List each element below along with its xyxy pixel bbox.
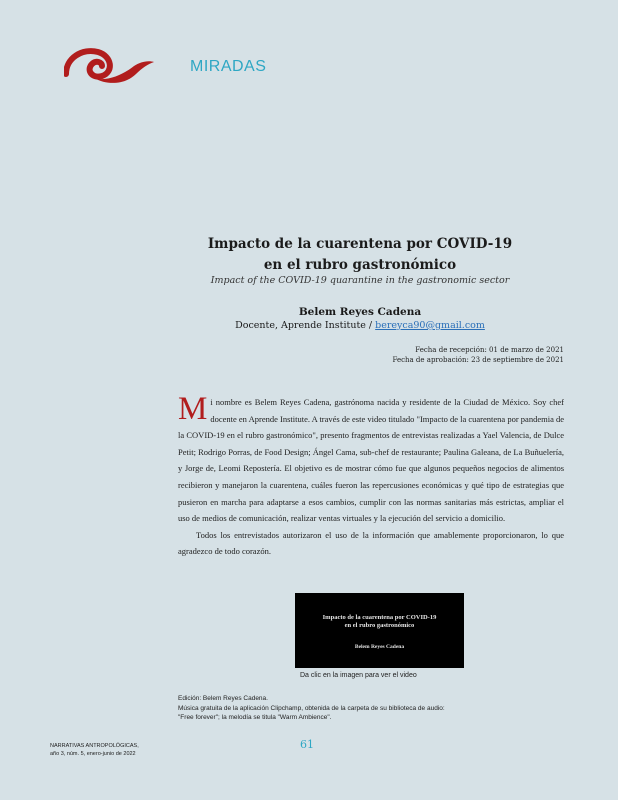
video-title bbox=[295, 614, 464, 630]
video-thumbnail[interactable] bbox=[295, 593, 464, 668]
received-date: Fecha de recepción: 01 de marzo de 2021 bbox=[415, 346, 564, 354]
video-title-line-2: en el rubro gastronómico bbox=[344, 622, 415, 629]
credits-line-1: Edición: Belem Reyes Cadena. bbox=[178, 695, 268, 702]
article-title bbox=[150, 234, 570, 276]
title-line-1: Impacto de la cuarentena por COVID-19 bbox=[207, 236, 513, 252]
title-line-2: en el rubro gastronómico bbox=[263, 257, 457, 273]
email-link[interactable]: bereyca90@gmail.com bbox=[375, 320, 485, 331]
journal-name: NARRATIVAS ANTROPOLÓGICAS, bbox=[50, 743, 139, 749]
affiliation-text: Docente, Aprende Institute / bbox=[235, 320, 373, 331]
body-paragraph-1 bbox=[178, 391, 564, 527]
body-paragraph-2: Todos los entrevistados autorizaron el uso de la información que amablemente proporcionaron, lo que agradezco de todo corazón. bbox=[178, 529, 564, 557]
dates-block bbox=[392, 345, 564, 365]
article-subtitle: Impact of the COVID-19 quarantine in the gastronomic sector bbox=[210, 275, 510, 286]
section-title: MIRADAS bbox=[190, 58, 267, 75]
credits-line-3: "Free forever"; la melodía se titula "Warm Ambience". bbox=[178, 714, 332, 721]
journal-issue: año 3, núm. 5, enero-junio de 2022 bbox=[50, 751, 136, 757]
spiral-swirl-logo-icon bbox=[64, 44, 156, 86]
credits-line-2: Música gratuita de la aplicación Clipchamp, obtenida de la carpeta de su biblioteca de audio: bbox=[178, 704, 445, 712]
credits-block bbox=[178, 694, 564, 723]
author-affiliation bbox=[150, 320, 570, 331]
footer-journal bbox=[50, 742, 139, 758]
video-title-line-1: Impacto de la cuarentena por COVID-19 bbox=[322, 614, 437, 621]
paragraph-1-text: i nombre es Belem Reyes Cadena, gastrónoma nacida y residente de la Ciudad de México. Soy chef docente en Aprende Institute. A través de este video titulado "Impacto de la cuarentena por pandemia de la COVID-19 en el rubro gastronómico", presento fragmentos de entrevistas realizadas a Yael Valencia, de Dulce Petit; Rodrigo Porras, de Food Design; Ángel Cama, sub-chef de restaurante; Paulina Galeana, de La Buñuelería, y Jorge de, Leomi Repostería. El objetivo es de mostrar cómo fue que algunos pequeños negocios de alimentos recibieron y manejaron la cuarentena, cuáles fueron las repercusiones económicas y qué tipo de estrategias que pusieron en marcha para adaptarse a esos cambios, cumplir con las normas sanitarias más estrictas, ampliar el uso de medios de comunicación, realizar ventas virtuales y la ejecución del servicio a domicilio. bbox=[178, 397, 564, 524]
article-body bbox=[178, 391, 564, 560]
video-caption-link[interactable]: Da clic en la imagen para ver el video bbox=[300, 672, 417, 679]
video-author: Belem Reyes Cadena bbox=[354, 644, 405, 650]
author-name: Belem Reyes Cadena bbox=[298, 306, 422, 318]
drop-cap: M bbox=[178, 391, 208, 427]
approved-date: Fecha de aprobación: 23 de septiembre de 2021 bbox=[392, 356, 564, 364]
page-number: 61 bbox=[300, 738, 314, 751]
